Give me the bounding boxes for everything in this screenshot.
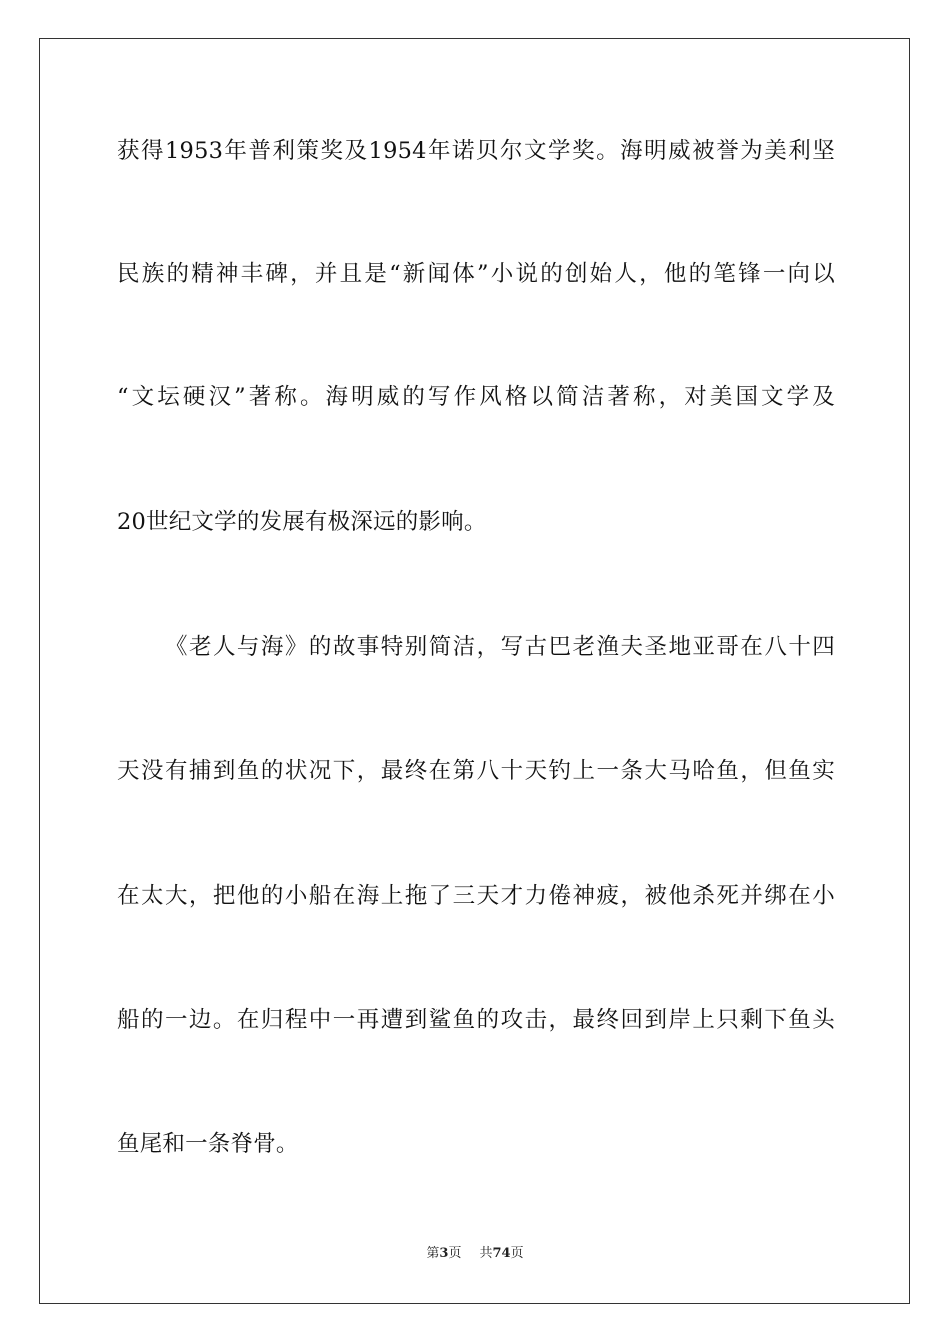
text-line: 20世纪文学的发展有极深远的影响。: [117, 509, 487, 535]
page-prefix: 第: [426, 1246, 440, 1261]
text-line: 船的一边。在归程中一再遭到鲨鱼的攻击，最终回到岸上只剩下鱼头: [117, 1007, 835, 1033]
text-line: 获得1953年普利策奖及1954年诺贝尔文学奖。海明威被誉为美利坚: [117, 138, 835, 164]
page-footer: [0, 1245, 950, 1263]
page-suffix: 页: [448, 1246, 462, 1261]
text-line: 天没有捕到鱼的状况下，最终在第八十天钓上一条大马哈鱼，但鱼实: [117, 758, 835, 784]
page-number: 3: [439, 1246, 449, 1261]
text-line: 民族的精神丰碑，并且是“新闻体”小说的创始人，他的笔锋一向以: [117, 261, 835, 287]
text-line: 在太大，把他的小船在海上拖了三天才力倦神疲，被他杀死并绑在小: [117, 883, 835, 909]
total-suffix: 页: [510, 1246, 524, 1261]
text-line: 《老人与海》的故事特别简洁，写古巴老渔夫圣地亚哥在八十四: [165, 634, 835, 660]
text-line: “文坛硬汉”著称。海明威的写作风格以简洁著称，对美国文学及: [117, 384, 835, 410]
text-line: 鱼尾和一条脊骨。: [117, 1131, 299, 1157]
page-border: [39, 38, 910, 1304]
total-prefix: 共: [479, 1246, 493, 1261]
total-pages: 74: [492, 1246, 511, 1261]
